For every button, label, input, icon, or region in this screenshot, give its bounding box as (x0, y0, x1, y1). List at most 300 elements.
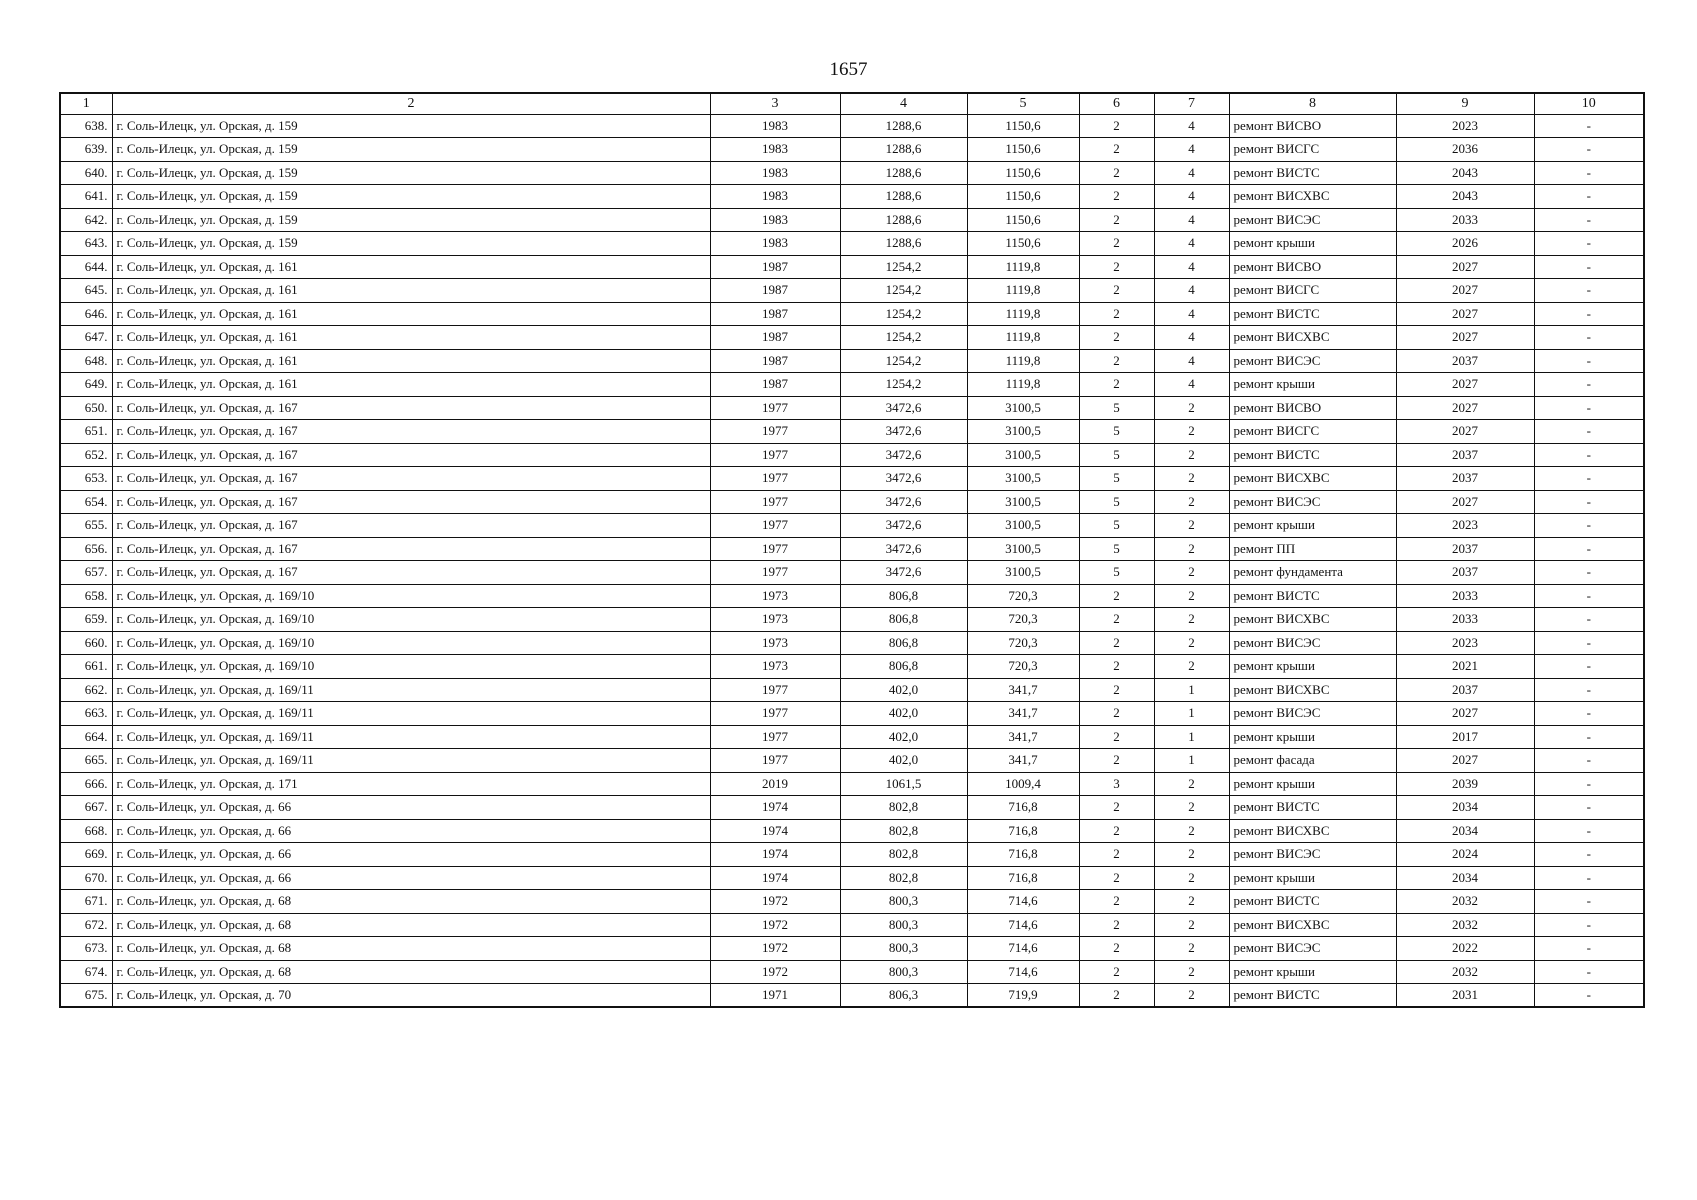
floors-cell: 2 (1079, 843, 1154, 867)
table-row (60, 913, 1644, 937)
entrances-cell: 1 (1154, 749, 1229, 773)
planned-year-cell: 2033 (1396, 208, 1534, 232)
address-cell: г. Соль-Илецк, ул. Орская, д. 161 (112, 373, 710, 397)
table-row (60, 349, 1644, 373)
living-area-cell: 1119,8 (967, 279, 1079, 303)
floors-cell: 2 (1079, 279, 1154, 303)
total-area-cell: 806,3 (840, 984, 967, 1008)
year-cell: 1987 (710, 302, 840, 326)
year-cell: 1977 (710, 749, 840, 773)
year-cell: 1972 (710, 937, 840, 961)
address-cell: г. Соль-Илецк, ул. Орская, д. 167 (112, 443, 710, 467)
year-cell: 1987 (710, 255, 840, 279)
table-row (60, 326, 1644, 350)
work-type-cell: ремонт ВИСГС (1229, 279, 1396, 303)
entrances-cell: 4 (1154, 185, 1229, 209)
planned-year-cell: 2037 (1396, 467, 1534, 491)
planned-year-cell: 2037 (1396, 537, 1534, 561)
year-cell: 1974 (710, 796, 840, 820)
work-type-cell: ремонт фундамента (1229, 561, 1396, 585)
table-row (60, 514, 1644, 538)
row-number-cell: 649. (60, 373, 112, 397)
living-area-cell: 1119,8 (967, 255, 1079, 279)
work-type-cell: ремонт ВИСТС (1229, 796, 1396, 820)
work-type-cell: ремонт ВИСВО (1229, 114, 1396, 138)
planned-year-cell: 2023 (1396, 631, 1534, 655)
row-number-cell: 656. (60, 537, 112, 561)
entrances-cell: 2 (1154, 443, 1229, 467)
planned-year-cell: 2039 (1396, 772, 1534, 796)
planned-year-cell: 2036 (1396, 138, 1534, 162)
note-cell: - (1534, 631, 1644, 655)
living-area-cell: 714,6 (967, 913, 1079, 937)
address-cell: г. Соль-Илецк, ул. Орская, д. 169/10 (112, 631, 710, 655)
table-row (60, 443, 1644, 467)
planned-year-cell: 2032 (1396, 913, 1534, 937)
entrances-cell: 2 (1154, 960, 1229, 984)
table-row (60, 608, 1644, 632)
planned-year-cell: 2023 (1396, 114, 1534, 138)
floors-cell: 5 (1079, 396, 1154, 420)
address-cell: г. Соль-Илецк, ул. Орская, д. 68 (112, 913, 710, 937)
row-number-cell: 673. (60, 937, 112, 961)
column-header: 10 (1534, 93, 1644, 114)
entrances-cell: 2 (1154, 514, 1229, 538)
row-number-cell: 651. (60, 420, 112, 444)
work-type-cell: ремонт ПП (1229, 537, 1396, 561)
note-cell: - (1534, 161, 1644, 185)
living-area-cell: 341,7 (967, 678, 1079, 702)
address-cell: г. Соль-Илецк, ул. Орская, д. 161 (112, 255, 710, 279)
year-cell: 1972 (710, 960, 840, 984)
planned-year-cell: 2032 (1396, 960, 1534, 984)
address-cell: г. Соль-Илецк, ул. Орская, д. 169/11 (112, 749, 710, 773)
planned-year-cell: 2027 (1396, 373, 1534, 397)
note-cell: - (1534, 725, 1644, 749)
table-row (60, 161, 1644, 185)
entrances-cell: 4 (1154, 208, 1229, 232)
row-number-cell: 650. (60, 396, 112, 420)
work-type-cell: ремонт крыши (1229, 772, 1396, 796)
table-row (60, 420, 1644, 444)
work-type-cell: ремонт ВИСТС (1229, 443, 1396, 467)
table-row (60, 302, 1644, 326)
row-number-cell: 639. (60, 138, 112, 162)
year-cell: 1977 (710, 561, 840, 585)
year-cell: 1987 (710, 326, 840, 350)
floors-cell: 2 (1079, 960, 1154, 984)
living-area-cell: 3100,5 (967, 514, 1079, 538)
year-cell: 1972 (710, 890, 840, 914)
entrances-cell: 2 (1154, 561, 1229, 585)
row-number-cell: 646. (60, 302, 112, 326)
table-row (60, 819, 1644, 843)
living-area-cell: 1009,4 (967, 772, 1079, 796)
living-area-cell: 1150,6 (967, 114, 1079, 138)
year-cell: 1983 (710, 185, 840, 209)
table-row (60, 138, 1644, 162)
entrances-cell: 2 (1154, 396, 1229, 420)
total-area-cell: 1288,6 (840, 185, 967, 209)
living-area-cell: 341,7 (967, 725, 1079, 749)
note-cell: - (1534, 302, 1644, 326)
entrances-cell: 2 (1154, 913, 1229, 937)
total-area-cell: 802,8 (840, 866, 967, 890)
living-area-cell: 720,3 (967, 608, 1079, 632)
note-cell: - (1534, 279, 1644, 303)
living-area-cell: 3100,5 (967, 561, 1079, 585)
work-type-cell: ремонт ВИСХВС (1229, 608, 1396, 632)
column-header: 9 (1396, 93, 1534, 114)
work-type-cell: ремонт ВИСЭС (1229, 490, 1396, 514)
living-area-cell: 720,3 (967, 584, 1079, 608)
address-cell: г. Соль-Илецк, ул. Орская, д. 169/10 (112, 584, 710, 608)
living-area-cell: 719,9 (967, 984, 1079, 1008)
note-cell: - (1534, 866, 1644, 890)
address-cell: г. Соль-Илецк, ул. Орская, д. 66 (112, 843, 710, 867)
note-cell: - (1534, 232, 1644, 256)
address-cell: г. Соль-Илецк, ул. Орская, д. 66 (112, 866, 710, 890)
year-cell: 1972 (710, 913, 840, 937)
entrances-cell: 4 (1154, 255, 1229, 279)
work-type-cell: ремонт крыши (1229, 514, 1396, 538)
header-row (60, 93, 1644, 114)
note-cell: - (1534, 960, 1644, 984)
work-type-cell: ремонт ВИСЭС (1229, 208, 1396, 232)
floors-cell: 2 (1079, 326, 1154, 350)
total-area-cell: 802,8 (840, 843, 967, 867)
year-cell: 2019 (710, 772, 840, 796)
address-cell: г. Соль-Илецк, ул. Орская, д. 169/11 (112, 725, 710, 749)
year-cell: 1983 (710, 208, 840, 232)
column-header: 1 (60, 93, 112, 114)
total-area-cell: 402,0 (840, 725, 967, 749)
work-type-cell: ремонт ВИСХВС (1229, 913, 1396, 937)
column-header: 2 (112, 93, 710, 114)
row-number-cell: 640. (60, 161, 112, 185)
floors-cell: 2 (1079, 796, 1154, 820)
address-cell: г. Соль-Илецк, ул. Орская, д. 167 (112, 396, 710, 420)
floors-cell: 2 (1079, 725, 1154, 749)
work-type-cell: ремонт ВИСЭС (1229, 843, 1396, 867)
note-cell: - (1534, 913, 1644, 937)
note-cell: - (1534, 114, 1644, 138)
year-cell: 1977 (710, 702, 840, 726)
row-number-cell: 664. (60, 725, 112, 749)
work-type-cell: ремонт ВИСХВС (1229, 185, 1396, 209)
planned-year-cell: 2017 (1396, 725, 1534, 749)
address-cell: г. Соль-Илецк, ул. Орская, д. 161 (112, 326, 710, 350)
total-area-cell: 402,0 (840, 749, 967, 773)
row-number-cell: 643. (60, 232, 112, 256)
living-area-cell: 716,8 (967, 819, 1079, 843)
table-row (60, 537, 1644, 561)
total-area-cell: 806,8 (840, 631, 967, 655)
floors-cell: 2 (1079, 349, 1154, 373)
floors-cell: 5 (1079, 514, 1154, 538)
total-area-cell: 800,3 (840, 890, 967, 914)
planned-year-cell: 2037 (1396, 443, 1534, 467)
address-cell: г. Соль-Илецк, ул. Орская, д. 167 (112, 490, 710, 514)
total-area-cell: 1288,6 (840, 161, 967, 185)
row-number-cell: 638. (60, 114, 112, 138)
row-number-cell: 659. (60, 608, 112, 632)
address-cell: г. Соль-Илецк, ул. Орская, д. 159 (112, 185, 710, 209)
entrances-cell: 2 (1154, 584, 1229, 608)
work-type-cell: ремонт ВИСГС (1229, 138, 1396, 162)
total-area-cell: 1254,2 (840, 302, 967, 326)
total-area-cell: 3472,6 (840, 537, 967, 561)
year-cell: 1973 (710, 608, 840, 632)
entrances-cell: 2 (1154, 420, 1229, 444)
row-number-cell: 645. (60, 279, 112, 303)
row-number-cell: 652. (60, 443, 112, 467)
note-cell: - (1534, 584, 1644, 608)
total-area-cell: 1288,6 (840, 114, 967, 138)
total-area-cell: 3472,6 (840, 420, 967, 444)
work-type-cell: ремонт ВИСТС (1229, 984, 1396, 1008)
entrances-cell: 4 (1154, 302, 1229, 326)
address-cell: г. Соль-Илецк, ул. Орская, д. 167 (112, 514, 710, 538)
year-cell: 1987 (710, 279, 840, 303)
note-cell: - (1534, 843, 1644, 867)
living-area-cell: 3100,5 (967, 537, 1079, 561)
planned-year-cell: 2027 (1396, 396, 1534, 420)
entrances-cell: 2 (1154, 655, 1229, 679)
planned-year-cell: 2031 (1396, 984, 1534, 1008)
planned-year-cell: 2043 (1396, 185, 1534, 209)
living-area-cell: 3100,5 (967, 490, 1079, 514)
note-cell: - (1534, 396, 1644, 420)
planned-year-cell: 2033 (1396, 584, 1534, 608)
living-area-cell: 3100,5 (967, 420, 1079, 444)
work-type-cell: ремонт ВИСВО (1229, 255, 1396, 279)
floors-cell: 2 (1079, 208, 1154, 232)
note-cell: - (1534, 984, 1644, 1008)
floors-cell: 5 (1079, 490, 1154, 514)
floors-cell: 2 (1079, 866, 1154, 890)
entrances-cell: 2 (1154, 631, 1229, 655)
work-type-cell: ремонт крыши (1229, 725, 1396, 749)
entrances-cell: 2 (1154, 772, 1229, 796)
address-cell: г. Соль-Илецк, ул. Орская, д. 169/11 (112, 678, 710, 702)
entrances-cell: 4 (1154, 232, 1229, 256)
work-type-cell: ремонт ВИСВО (1229, 396, 1396, 420)
note-cell: - (1534, 443, 1644, 467)
total-area-cell: 3472,6 (840, 561, 967, 585)
column-header: 3 (710, 93, 840, 114)
work-type-cell: ремонт ВИСТС (1229, 302, 1396, 326)
note-cell: - (1534, 608, 1644, 632)
address-cell: г. Соль-Илецк, ул. Орская, д. 161 (112, 302, 710, 326)
row-number-cell: 641. (60, 185, 112, 209)
address-cell: г. Соль-Илецк, ул. Орская, д. 159 (112, 114, 710, 138)
address-cell: г. Соль-Илецк, ул. Орская, д. 161 (112, 349, 710, 373)
row-number-cell: 647. (60, 326, 112, 350)
total-area-cell: 1288,6 (840, 232, 967, 256)
column-header: 6 (1079, 93, 1154, 114)
entrances-cell: 4 (1154, 161, 1229, 185)
planned-year-cell: 2034 (1396, 796, 1534, 820)
total-area-cell: 800,3 (840, 913, 967, 937)
table-row (60, 890, 1644, 914)
work-type-cell: ремонт крыши (1229, 866, 1396, 890)
address-cell: г. Соль-Илецк, ул. Орская, д. 167 (112, 467, 710, 491)
address-cell: г. Соль-Илецк, ул. Орская, д. 70 (112, 984, 710, 1008)
work-type-cell: ремонт ВИСХВС (1229, 819, 1396, 843)
address-cell: г. Соль-Илецк, ул. Орская, д. 167 (112, 561, 710, 585)
table-row (60, 490, 1644, 514)
floors-cell: 2 (1079, 937, 1154, 961)
row-number-cell: 674. (60, 960, 112, 984)
note-cell: - (1534, 796, 1644, 820)
note-cell: - (1534, 349, 1644, 373)
living-area-cell: 1119,8 (967, 349, 1079, 373)
work-type-cell: ремонт крыши (1229, 373, 1396, 397)
floors-cell: 2 (1079, 232, 1154, 256)
page-number: 1657 (829, 59, 868, 80)
floors-cell: 2 (1079, 702, 1154, 726)
note-cell: - (1534, 138, 1644, 162)
work-type-cell: ремонт ВИСЭС (1229, 349, 1396, 373)
floors-cell: 2 (1079, 984, 1154, 1008)
row-number-cell: 655. (60, 514, 112, 538)
floors-cell: 2 (1079, 749, 1154, 773)
table-row (60, 984, 1644, 1008)
total-area-cell: 1288,6 (840, 138, 967, 162)
work-type-cell: ремонт крыши (1229, 960, 1396, 984)
living-area-cell: 714,6 (967, 890, 1079, 914)
row-number-cell: 658. (60, 584, 112, 608)
table-row (60, 796, 1644, 820)
total-area-cell: 1254,2 (840, 373, 967, 397)
table-row (60, 772, 1644, 796)
address-cell: г. Соль-Илецк, ул. Орская, д. 171 (112, 772, 710, 796)
living-area-cell: 1150,6 (967, 208, 1079, 232)
year-cell: 1987 (710, 373, 840, 397)
planned-year-cell: 2027 (1396, 302, 1534, 326)
note-cell: - (1534, 678, 1644, 702)
entrances-cell: 1 (1154, 725, 1229, 749)
address-cell: г. Соль-Илецк, ул. Орская, д. 66 (112, 796, 710, 820)
note-cell: - (1534, 208, 1644, 232)
column-header: 7 (1154, 93, 1229, 114)
floors-cell: 2 (1079, 913, 1154, 937)
floors-cell: 2 (1079, 890, 1154, 914)
planned-year-cell: 2033 (1396, 608, 1534, 632)
year-cell: 1983 (710, 232, 840, 256)
note-cell: - (1534, 467, 1644, 491)
note-cell: - (1534, 514, 1644, 538)
planned-year-cell: 2034 (1396, 866, 1534, 890)
living-area-cell: 1150,6 (967, 185, 1079, 209)
living-area-cell: 714,6 (967, 960, 1079, 984)
table-body (60, 114, 1644, 1007)
note-cell: - (1534, 749, 1644, 773)
floors-cell: 2 (1079, 185, 1154, 209)
note-cell: - (1534, 185, 1644, 209)
table-row (60, 960, 1644, 984)
entrances-cell: 4 (1154, 138, 1229, 162)
row-number-cell: 648. (60, 349, 112, 373)
row-number-cell: 665. (60, 749, 112, 773)
floors-cell: 3 (1079, 772, 1154, 796)
entrances-cell: 4 (1154, 349, 1229, 373)
floors-cell: 2 (1079, 138, 1154, 162)
living-area-cell: 1150,6 (967, 161, 1079, 185)
entrances-cell: 2 (1154, 937, 1229, 961)
work-type-cell: ремонт крыши (1229, 655, 1396, 679)
address-cell: г. Соль-Илецк, ул. Орская, д. 159 (112, 232, 710, 256)
row-number-cell: 672. (60, 913, 112, 937)
living-area-cell: 1119,8 (967, 302, 1079, 326)
note-cell: - (1534, 255, 1644, 279)
row-number-cell: 675. (60, 984, 112, 1008)
living-area-cell: 341,7 (967, 702, 1079, 726)
address-cell: г. Соль-Илецк, ул. Орская, д. 68 (112, 890, 710, 914)
floors-cell: 2 (1079, 161, 1154, 185)
total-area-cell: 1254,2 (840, 255, 967, 279)
row-number-cell: 644. (60, 255, 112, 279)
year-cell: 1983 (710, 161, 840, 185)
floors-cell: 5 (1079, 443, 1154, 467)
total-area-cell: 1254,2 (840, 279, 967, 303)
address-cell: г. Соль-Илецк, ул. Орская, д. 159 (112, 138, 710, 162)
row-number-cell: 668. (60, 819, 112, 843)
row-number-cell: 653. (60, 467, 112, 491)
repair-register-table (59, 92, 1645, 1008)
note-cell: - (1534, 537, 1644, 561)
year-cell: 1983 (710, 114, 840, 138)
entrances-cell: 2 (1154, 537, 1229, 561)
planned-year-cell: 2023 (1396, 514, 1534, 538)
table-row (60, 279, 1644, 303)
entrances-cell: 4 (1154, 326, 1229, 350)
table-row (60, 373, 1644, 397)
entrances-cell: 1 (1154, 678, 1229, 702)
year-cell: 1987 (710, 349, 840, 373)
year-cell: 1974 (710, 866, 840, 890)
address-cell: г. Соль-Илецк, ул. Орская, д. 167 (112, 420, 710, 444)
address-cell: г. Соль-Илецк, ул. Орская, д. 169/10 (112, 655, 710, 679)
total-area-cell: 3472,6 (840, 514, 967, 538)
entrances-cell: 2 (1154, 890, 1229, 914)
work-type-cell: ремонт ВИСТС (1229, 584, 1396, 608)
total-area-cell: 3472,6 (840, 443, 967, 467)
living-area-cell: 341,7 (967, 749, 1079, 773)
year-cell: 1977 (710, 420, 840, 444)
floors-cell: 2 (1079, 373, 1154, 397)
table-row (60, 843, 1644, 867)
year-cell: 1977 (710, 396, 840, 420)
total-area-cell: 806,8 (840, 655, 967, 679)
row-number-cell: 663. (60, 702, 112, 726)
entrances-cell: 2 (1154, 796, 1229, 820)
note-cell: - (1534, 655, 1644, 679)
table-row (60, 678, 1644, 702)
table-row (60, 208, 1644, 232)
work-type-cell: ремонт ВИСХВС (1229, 678, 1396, 702)
planned-year-cell: 2022 (1396, 937, 1534, 961)
floors-cell: 2 (1079, 678, 1154, 702)
year-cell: 1983 (710, 138, 840, 162)
entrances-cell: 4 (1154, 279, 1229, 303)
address-cell: г. Соль-Илецк, ул. Орская, д. 167 (112, 537, 710, 561)
table-row (60, 584, 1644, 608)
total-area-cell: 806,8 (840, 584, 967, 608)
total-area-cell: 402,0 (840, 678, 967, 702)
table-row (60, 749, 1644, 773)
